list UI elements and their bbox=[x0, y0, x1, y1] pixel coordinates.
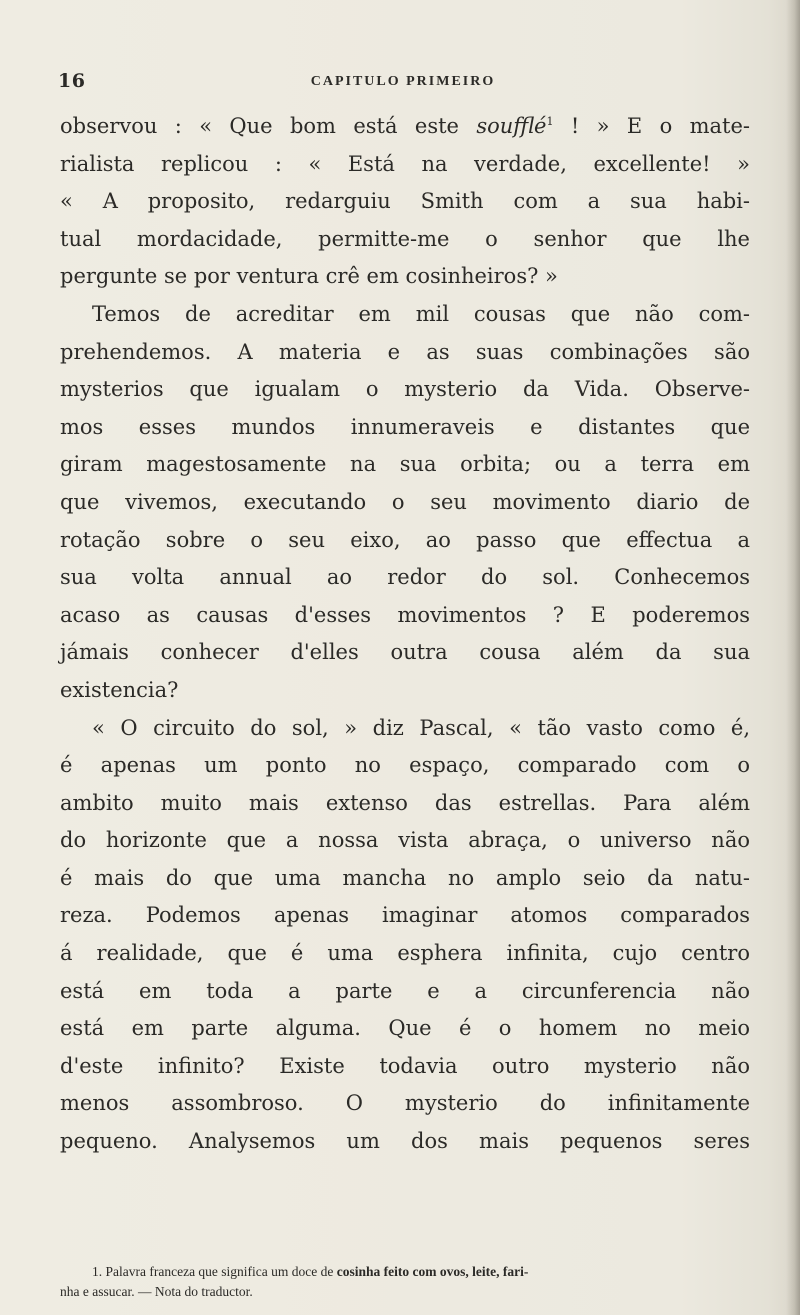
text-line: á realidade, que é uma esphera infinita, cujo centro bbox=[60, 941, 750, 966]
page-header bbox=[58, 70, 748, 94]
text-line: mysterios que igualam o mysterio da Vida. Observe- bbox=[60, 377, 750, 402]
footnote bbox=[60, 1262, 750, 1302]
text-line: está em parte alguma. Que é o homem no meio bbox=[60, 1016, 750, 1041]
text-line: sua volta annual ao redor do sol. Conhecemos bbox=[60, 565, 750, 590]
footnote-text-a: 1. Palavra franceza que significa um doce de bbox=[92, 1264, 337, 1279]
text-line: do horizonte que a nossa vista abraça, o universo não bbox=[60, 828, 750, 853]
text-line: rialista replicou : « Está na verdade, excellente! » bbox=[60, 151, 750, 176]
footnote-text-b: cosinha feito com ovos, leite, fari- bbox=[336, 1264, 529, 1279]
text-line: é mais do que uma mancha no amplo seio da natu- bbox=[60, 865, 750, 890]
text-line: « A proposito, redarguiu Smith com a sua habi- bbox=[60, 189, 750, 214]
footnote-line bbox=[60, 1262, 750, 1282]
text-line: pequeno. Analysemos um dos mais pequenos seres bbox=[60, 1129, 750, 1154]
text-line: rotação sobre o seu eixo, ao passo que effectua a bbox=[60, 527, 750, 552]
text-line: « O circuito do sol, » diz Pascal, « tão vasto como é, bbox=[92, 715, 750, 740]
text-line: jámais conhecer d'elles outra cousa além da sua bbox=[60, 640, 750, 665]
text-line: existencia? bbox=[60, 677, 179, 702]
text-line: acaso as causas d'esses movimentos ? E poderemos bbox=[60, 602, 750, 627]
italic-word: soufflé bbox=[476, 114, 547, 138]
footnote-line: nha e assucar. — Nota do traductor. bbox=[60, 1284, 253, 1299]
text-line: d'este infinito? Existe todavia outro mysterio não bbox=[60, 1053, 750, 1078]
text-line: prehendemos. A materia e as suas combinações são bbox=[60, 339, 750, 364]
text-line: é apenas um ponto no espaço, comparado com o bbox=[60, 753, 750, 778]
page-edge-shadow bbox=[786, 0, 800, 1315]
text-segment: ! » E o mate- bbox=[553, 114, 750, 138]
footnote-marker: 1 bbox=[546, 115, 554, 128]
page-number: 16 bbox=[58, 70, 86, 92]
text-line: que vivemos, executando o seu movimento diario de bbox=[60, 489, 750, 514]
text-line: Temos de acreditar em mil cousas que não com- bbox=[92, 301, 750, 326]
text-line: giram magestosamente na sua orbita; ou a terra em bbox=[60, 452, 750, 477]
text-line: ambito muito mais extenso das estrellas. Para além bbox=[60, 790, 750, 815]
running-head: CAPITULO PRIMEIRO bbox=[310, 74, 496, 89]
body-text bbox=[60, 108, 750, 1161]
text-line: mos esses mundos innumeraveis e distantes que bbox=[60, 414, 750, 439]
text-segment: observou : « Que bom está este bbox=[60, 114, 477, 138]
text-line: menos assombroso. O mysterio do infinitamente bbox=[60, 1091, 750, 1116]
text-line: reza. Podemos apenas imaginar atomos comparados bbox=[60, 903, 750, 928]
text-line: tual mordacidade, permitte-me o senhor que lhe bbox=[60, 226, 750, 251]
text-line: está em toda a parte e a circunferencia não bbox=[60, 978, 750, 1003]
text-line bbox=[60, 108, 750, 146]
text-line: pergunte se por ventura crê em cosinheiros? » bbox=[60, 264, 558, 289]
